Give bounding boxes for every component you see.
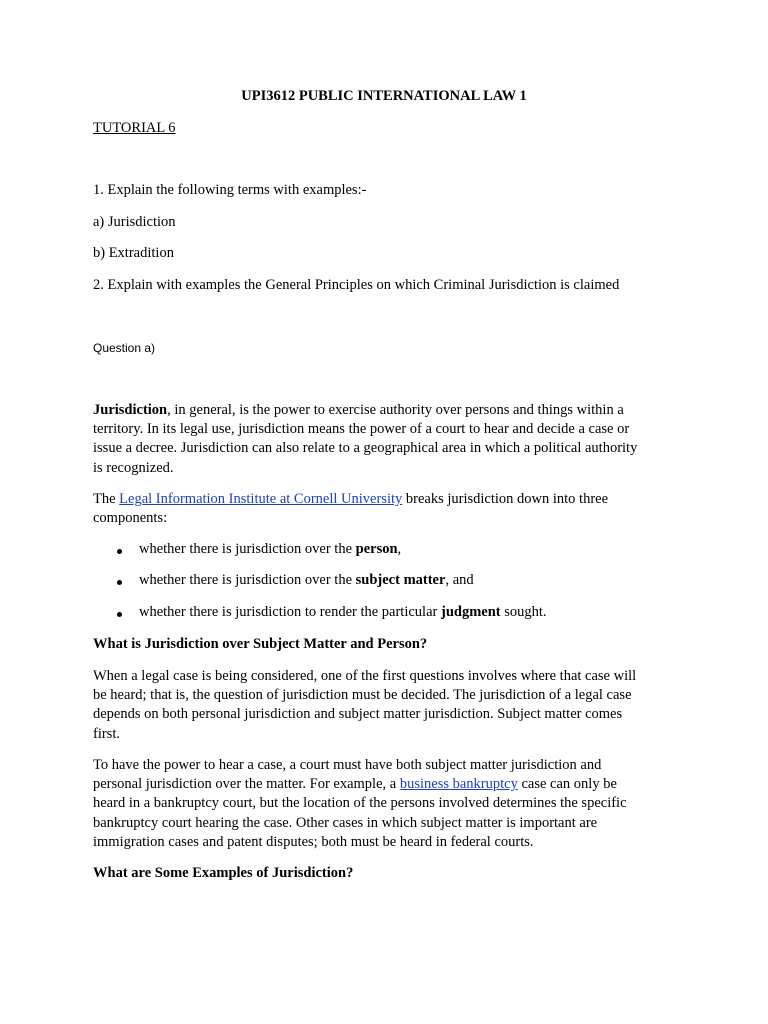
paragraph-line: heard in a bankruptcy court, but the location of the persons involved determines the specific [93, 795, 627, 812]
question-1b: b) Extradition [93, 245, 174, 261]
paragraph-text: case can only be [517, 776, 617, 793]
bullet-item [139, 572, 474, 589]
bullet-text-bold: subject matter [355, 572, 446, 588]
paragraph-line: When a legal case is being considered, one of the first questions involves where that case will [93, 668, 637, 684]
bullet-item [139, 541, 401, 558]
paragraph-legal-case [93, 667, 678, 744]
answer-heading: Question a) [93, 341, 156, 355]
paragraph-line: depends on both personal jurisdiction and subject matter jurisdiction. Subject matter comes [93, 706, 623, 723]
subheading-examples: What are Some Examples of Jurisdiction? [93, 865, 354, 881]
paragraph-text: personal jurisdiction over the matter. For example, a [93, 776, 400, 793]
paragraph-line: first. [93, 725, 120, 742]
bullet-text-bold: judgment [440, 604, 501, 620]
definition-line-2: territory. In its legal use, jurisdiction means the power of a court to hear and decide a case or [93, 421, 630, 438]
bullet-icon [117, 549, 122, 554]
cornell-link[interactable]: Legal Information Institute at Cornell University [119, 491, 403, 507]
bullet-text-before: whether there is jurisdiction over the [139, 572, 356, 588]
bullet-text-after: , [397, 541, 402, 557]
tutorial-label: TUTORIAL 6 [93, 120, 176, 136]
paragraph-line: immigration cases and patent disputes; both must be heard in federal courts. [93, 833, 534, 850]
course-title: UPI3612 PUBLIC INTERNATIONAL LAW 1 [241, 88, 527, 104]
bullet-text-before: whether there is jurisdiction over the [139, 541, 356, 557]
definition-line-4: is recognized. [93, 459, 174, 476]
bullet-item [139, 604, 547, 621]
definition-term: Jurisdiction [93, 402, 168, 418]
cornell-line-2: components: [93, 510, 168, 527]
paragraph-line: To have the power to hear a case, a court must have both subject matter jurisdiction and [93, 757, 602, 773]
bullet-icon [117, 612, 122, 617]
paragraph-line: be heard; that is, the question of jurisdiction must be decided. The jurisdiction of a legal case [93, 687, 632, 704]
question-2: 2. Explain with examples the General Principles on which Criminal Jurisdiction is claimed [93, 277, 620, 293]
cornell-line-1 [93, 490, 678, 509]
cornell-suffix: breaks jurisdiction down into three [402, 491, 609, 507]
subheading-subject-matter: What is Jurisdiction over Subject Matter and Person? [93, 636, 428, 652]
bullet-icon [117, 580, 122, 585]
definition-line-1-rest: , in general, is the power to exercise authority over persons and things within a [167, 402, 624, 418]
cornell-paragraph [93, 490, 678, 528]
paragraph-line [93, 775, 678, 794]
business-bankruptcy-link[interactable]: business bankruptcy [399, 776, 518, 793]
bullet-text-before: whether there is jurisdiction to render the particular [139, 604, 441, 620]
paragraph-power-to-hear [93, 756, 678, 852]
bullet-text-after: , and [445, 572, 474, 588]
definition-line-3: issue a decree. Jurisdiction can also relate to a geographical area in which a political authority [93, 440, 638, 457]
question-1: 1. Explain the following terms with examples:- [93, 182, 367, 198]
cornell-prefix: The [93, 491, 120, 507]
definition-line-1 [93, 401, 678, 420]
question-1a: a) Jurisdiction [93, 214, 176, 230]
bullet-text-after: sought. [500, 604, 547, 620]
paragraph-line: bankruptcy court hearing the case. Other cases in which subject matter is important are [93, 814, 598, 831]
bullet-text-bold: person [355, 541, 398, 557]
definition-paragraph [93, 401, 678, 478]
